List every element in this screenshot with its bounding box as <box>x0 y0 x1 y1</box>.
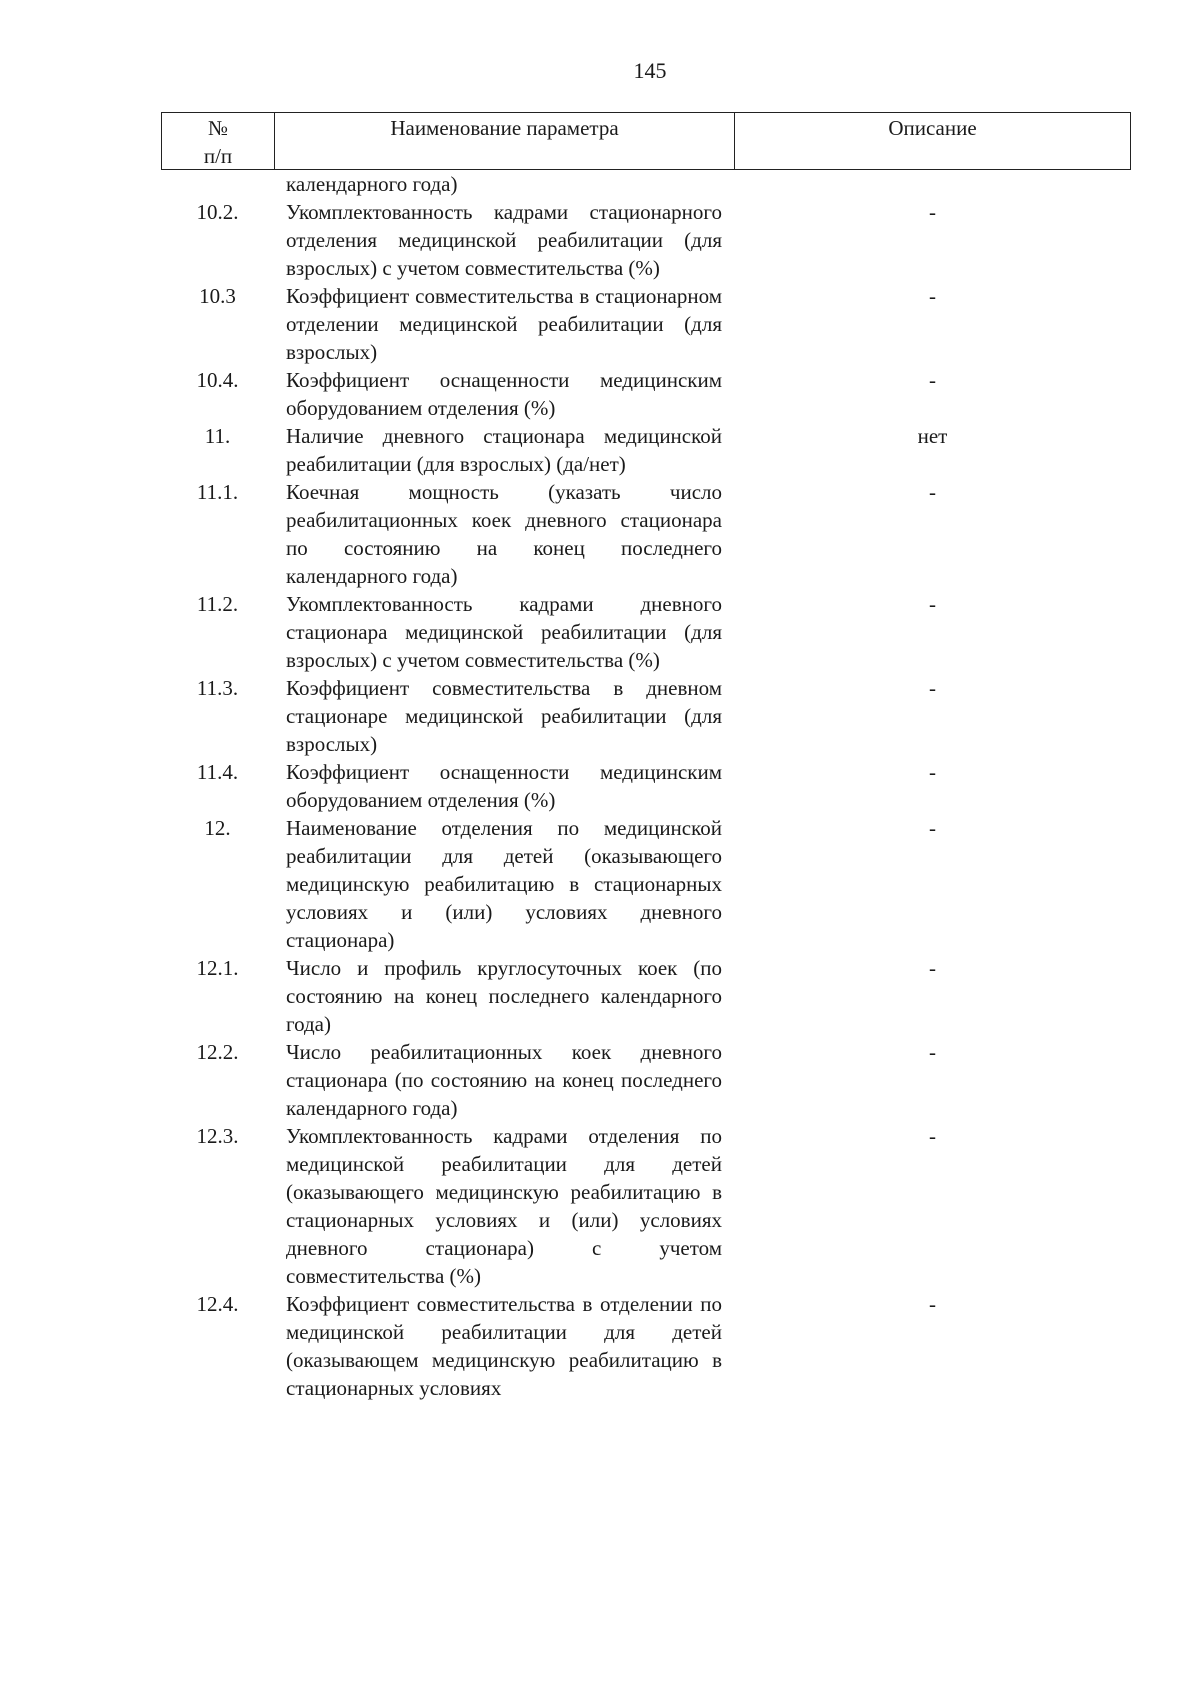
row-description: нет <box>917 424 948 448</box>
table-row <box>161 954 1131 1038</box>
row-number: 11.4. <box>196 760 239 784</box>
row-parameter-name: Укомплектованность кадрами отделения по медицинской реабилитации для детей (оказывающего медицинскую реабилитацию в стационарных условиях и (или) условиях дневного стационара) с учетом совместительства (%) <box>286 1124 722 1288</box>
row-description: - <box>929 1124 936 1148</box>
header-parameter-name: Наименование параметра <box>275 113 735 169</box>
row-number: 10.2. <box>196 200 239 224</box>
row-number: 11.2. <box>196 592 239 616</box>
row-description: - <box>929 592 936 616</box>
header-description: Описание <box>888 116 977 140</box>
row-number <box>161 170 274 198</box>
row-description <box>734 170 1131 198</box>
row-number: 12.4. <box>196 1292 239 1316</box>
row-description: - <box>929 368 936 392</box>
row-parameter-name: Коэффициент совместительства в отделении по медицинской реабилитации для детей (оказывающем медицинскую реабилитацию в стационарных условиях <box>286 1292 722 1400</box>
row-description: - <box>929 1040 936 1064</box>
row-description: - <box>929 760 936 784</box>
table-row <box>161 814 1131 954</box>
row-parameter-name: Коэффициент оснащенности медицинским оборудованием отделения (%) <box>286 368 722 420</box>
table-row <box>161 1122 1131 1290</box>
table-row <box>161 422 1131 478</box>
table-row <box>161 1290 1131 1402</box>
row-description: - <box>929 284 936 308</box>
row-parameter-name: Коэффициент совместительства в дневном стационаре медицинской реабилитации (для взрослых) <box>286 676 722 756</box>
table-row <box>161 198 1131 282</box>
table-row <box>161 758 1131 814</box>
row-parameter-name: Наличие дневного стационара медицинской реабилитации (для взрослых) (да/нет) <box>286 424 722 476</box>
row-description: - <box>929 816 936 840</box>
row-parameter-name: Укомплектованность кадрами стационарного отделения медицинской реабилитации (для взрослых) с учетом совместительства (%) <box>286 200 722 280</box>
row-parameter-name: Коэффициент оснащенности медицинским оборудованием отделения (%) <box>286 760 722 812</box>
row-number: 12.3. <box>196 1124 239 1148</box>
row-number: 10.3 <box>199 284 236 308</box>
row-parameter-name: Коечная мощность (указать число реабилитационных коек дневного стационара по состоянию на конец последнего календарного года) <box>286 480 722 588</box>
table-row <box>161 674 1131 758</box>
row-description: - <box>929 676 936 700</box>
row-description: - <box>929 480 936 504</box>
row-parameter-name: Коэффициент совместительства в стационарном отделении медицинской реабилитации (для взрослых) <box>286 284 722 364</box>
table-row <box>161 1038 1131 1122</box>
table-row <box>161 590 1131 674</box>
page-number: 145 <box>633 58 667 83</box>
table-row <box>161 366 1131 422</box>
table-body <box>161 170 1131 1402</box>
row-number: 11.3. <box>196 676 239 700</box>
row-parameter-name: Число и профиль круглосуточных коек (по состоянию на конец последнего календарного года) <box>286 956 722 1036</box>
header-number-abbrev: п/п <box>203 144 233 168</box>
row-parameter-name: Наименование отделения по медицинской реабилитации для детей (оказывающего медицинскую реабилитацию в стационарных условиях и (или) условиях дневного стационара) <box>286 816 722 952</box>
row-parameter-name: календарного года) <box>286 172 458 196</box>
row-parameter-name: Число реабилитационных коек дневного стационара (по состоянию на конец последнего календарного года) <box>286 1040 722 1120</box>
row-number: 12. <box>204 816 231 840</box>
row-description: - <box>929 956 936 980</box>
row-number: 11.1. <box>196 480 239 504</box>
table-row <box>161 282 1131 366</box>
table-row <box>161 170 1131 198</box>
row-description: - <box>929 200 936 224</box>
row-number: 10.4. <box>196 368 239 392</box>
table-header <box>161 112 1131 170</box>
table-row <box>161 478 1131 590</box>
header-number-symbol: № <box>207 116 229 140</box>
row-description: - <box>929 1292 936 1316</box>
row-number: 12.2. <box>196 1040 239 1064</box>
row-number: 12.1. <box>196 956 239 980</box>
row-number: 11. <box>204 424 231 448</box>
row-parameter-name: Укомплектованность кадрами дневного стационара медицинской реабилитации (для взрослых) с учетом совместительства (%) <box>286 592 722 672</box>
header-number-column <box>162 113 275 169</box>
